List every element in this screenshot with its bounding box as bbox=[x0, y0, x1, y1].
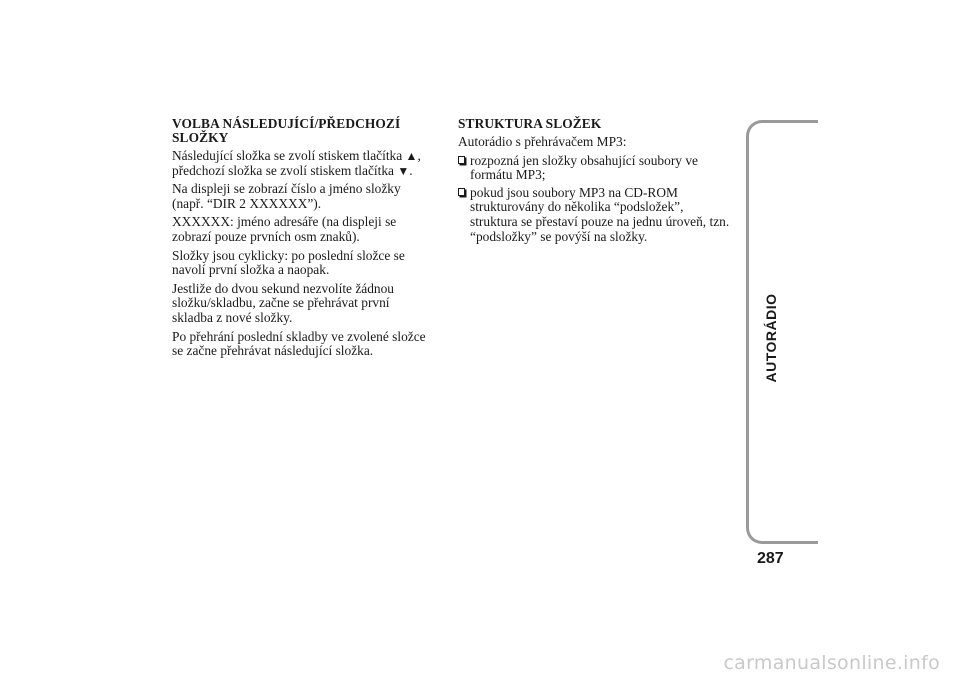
arrow-up-icon: ▲ bbox=[405, 149, 418, 163]
section-heading-folder-selection bbox=[172, 117, 430, 145]
side-tab-frame bbox=[746, 120, 818, 544]
left-column bbox=[172, 117, 430, 363]
section-heading-folder-structure: STRUKTURA SLOŽEK bbox=[458, 116, 602, 131]
paragraph-intro: Autorádio s přehrávačem MP3: bbox=[458, 134, 627, 149]
paragraph-timeout: Jestliže do dvou sekund nezvolíte žádnou složku/skladbu, začne se přehrávat první skladba z nové složky. bbox=[172, 280, 395, 325]
paragraph-buttons-text-a: Následující složka se zvolí stiskem tlačítka bbox=[172, 148, 403, 163]
section-tab-label: AUTORÁDIO bbox=[763, 293, 779, 383]
paragraph-cyclic: Složky jsou cyklicky: po poslední složce se navolí první složka a naopak. bbox=[172, 247, 405, 278]
paragraph-buttons bbox=[172, 149, 430, 178]
heading-line-2: SLOŽKY bbox=[172, 130, 229, 145]
paragraph-buttons-text-c: . bbox=[409, 162, 413, 178]
heading-line-1: VOLBA NÁSLEDUJÍCÍ/PŘEDCHOZÍ bbox=[172, 116, 401, 131]
list-item bbox=[458, 154, 730, 183]
paragraph-buttons-text-b: , předchozí složka se zvolí stiskem tlačítka bbox=[172, 148, 421, 178]
checkbox-bullet-icon bbox=[458, 188, 465, 196]
list-item-text: pokud jsou soubory MP3 na CD-ROM strukturovány do několika “podsložek”, struktura se přestaví pouze na jednu úroveň, tzn. “podsložky” se povýší na složky. bbox=[470, 184, 730, 244]
paragraph-display: Na displeji se zobrazí číslo a jméno složky (např. “DIR 2 XXXXXX”). bbox=[172, 181, 401, 211]
list-item-text: rozpozná jen složky obsahující soubory ve formátu MP3; bbox=[470, 152, 698, 183]
bullet-list bbox=[458, 154, 730, 245]
page-number: 287 bbox=[757, 550, 784, 567]
right-column bbox=[458, 117, 730, 247]
paragraph-next-folder: Po přehrání poslední skladby ve zvolené složce se začne přehrávat následující složka. bbox=[172, 328, 426, 359]
list-item bbox=[458, 186, 730, 244]
arrow-down-icon: ▼ bbox=[397, 163, 410, 178]
checkbox-bullet-icon bbox=[458, 156, 465, 164]
paragraph-directory-name: XXXXXX: jméno adresáře (na displeji se zobrazí pouze prvních osm znaků). bbox=[172, 214, 397, 244]
watermark: carmanualsonline.info bbox=[723, 652, 940, 674]
